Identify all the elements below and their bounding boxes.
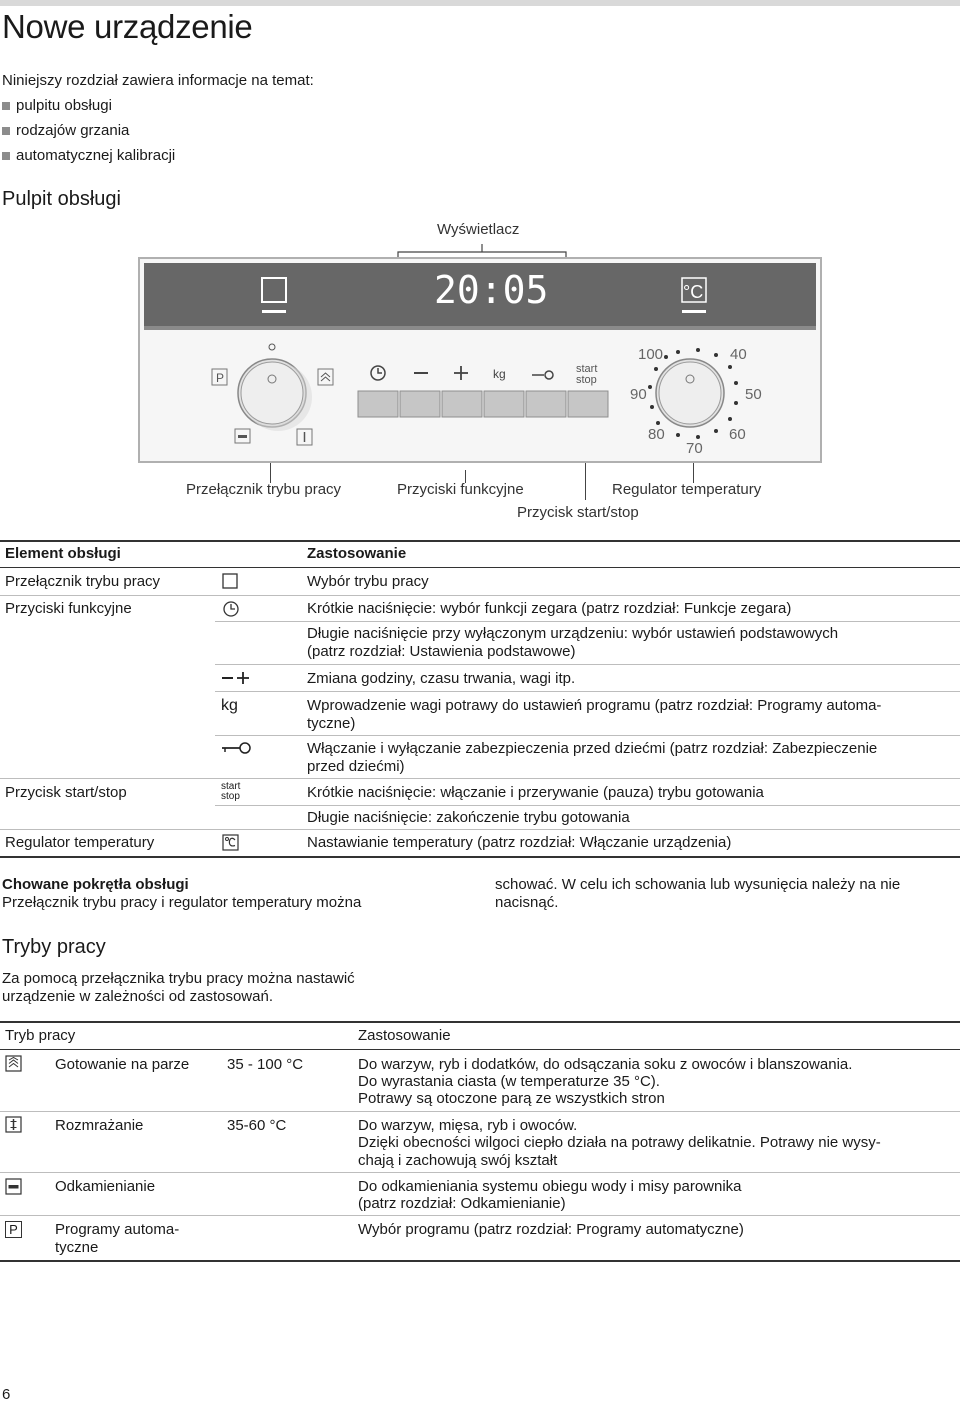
callout-temp-regulator: Regulator temperatury	[612, 481, 762, 498]
callout-line-startstop	[585, 463, 586, 500]
svg-text:kg: kg	[493, 367, 506, 381]
column-header-element: Element obsługi	[5, 545, 121, 562]
table-cell-use: tyczne)	[307, 715, 356, 732]
table-cell-use: Nastawianie temperatury (patrz rozdział: Włączanie urządzenia)	[307, 834, 732, 851]
callout-line-temp	[693, 463, 694, 483]
svg-text:60: 60	[729, 426, 746, 443]
mode-use: Dzięki obecności wilgoci ciepło działa na potrawy delikatnie. Potrawy nie wysy-	[358, 1134, 881, 1151]
display-callout: Wyświetlacz	[437, 221, 520, 238]
svg-text:°C: °C	[683, 282, 704, 302]
mode-use: Do odkamieniania systemu obiegu wody i misy parownika	[358, 1178, 742, 1195]
mode-name: Rozmrażanie	[55, 1117, 144, 1134]
kg-icon: kg	[221, 697, 238, 714]
svg-text:70: 70	[686, 440, 703, 457]
callout-line-mode	[270, 463, 271, 483]
svg-text:stop: stop	[576, 374, 597, 386]
key-lock-icon	[221, 740, 251, 756]
svg-text:start: start	[576, 363, 598, 375]
svg-text:P: P	[216, 371, 225, 385]
minus-plus-icon	[221, 670, 251, 686]
mode-use: Do warzyw, ryb i dodatków, do odsączania soku z owoców i blanszowania.	[358, 1056, 853, 1073]
control-panel-illustration	[138, 257, 822, 463]
mode-use: Do wyrastania ciasta (w temperaturze 35 °C).	[358, 1073, 660, 1090]
mode-name: Odkamienianie	[55, 1178, 156, 1195]
mode-name: tyczne	[55, 1239, 99, 1256]
mode-use: Wybór programu (patrz rozdział: Programy automatyczne)	[358, 1221, 744, 1238]
note-heading: Chowane pokrętła obsługi	[2, 876, 189, 893]
intro-text: Niniejszy rozdział zawiera informacje na temat:	[2, 72, 314, 89]
note-text-left: Przełącznik trybu pracy i regulator temperatury można	[2, 894, 362, 911]
steam-icon	[5, 1055, 22, 1072]
callout-function-keys: Przyciski funkcyjne	[397, 481, 524, 498]
descale-icon	[5, 1178, 22, 1195]
modes-intro: urządzenie w zależności od zastosowań.	[2, 988, 273, 1005]
mode-name: Gotowanie na parze	[55, 1056, 190, 1073]
note-text-right: nacisnąć.	[495, 894, 559, 911]
table-cell-element: Przyciski funkcyjne	[5, 600, 132, 617]
start-stop-icon: start stop	[221, 781, 241, 802]
svg-text:20:05: 20:05	[434, 268, 549, 312]
square-icon	[222, 573, 238, 589]
table-cell-use: Zmiana godziny, czasu trwania, wagi itp.	[307, 670, 576, 687]
svg-text:40: 40	[730, 346, 747, 363]
svg-text:50: 50	[745, 386, 762, 403]
page-title: Nowe urządzenie	[2, 8, 253, 45]
table-cell-element: Przełącznik trybu pracy	[5, 573, 161, 590]
callout-start-stop: Przycisk start/stop	[517, 504, 639, 521]
table-cell-use: przed dziećmi)	[307, 758, 405, 775]
svg-text:90: 90	[630, 386, 647, 403]
table-cell-use: Krótkie naciśnięcie: wybór funkcji zegara (patrz rozdział: Funkcje zegara)	[307, 600, 792, 617]
intro-bullet: rodzajów grzania	[2, 118, 314, 143]
table-cell-use: Długie naciśnięcie przy wyłączonym urządzeniu: wybór ustawień podstawowych	[307, 625, 839, 642]
program-p-icon: P	[5, 1221, 22, 1238]
top-rule	[0, 0, 960, 6]
table-cell-use: Wybór trybu pracy	[307, 573, 429, 590]
celsius-icon	[222, 834, 239, 851]
column-header-use: Zastosowanie	[307, 545, 407, 562]
mode-name: Programy automa-	[55, 1221, 180, 1238]
mode-use: Do warzyw, mięsa, ryb i owoców.	[358, 1117, 578, 1134]
table-cell-element: Regulator temperatury	[5, 834, 155, 851]
mode-temp: 35-60 °C	[227, 1117, 287, 1134]
mode-temp: 35 - 100 °C	[227, 1056, 304, 1073]
note-text-right: schować. W celu ich schowania lub wysunięcia należy na nie	[495, 876, 901, 893]
section-heading-modes: Tryby pracy	[2, 936, 106, 958]
page-number: 6	[2, 1386, 11, 1403]
table-cell-use: Wprowadzenie wagi potrawy do ustawień programu (patrz rozdział: Programy automa-	[307, 697, 882, 714]
mode-use: Potrawy są otoczone parą ze wszystkich stron	[358, 1090, 665, 1107]
table-cell-use: Włączanie i wyłączanie zabezpieczenia przed dziećmi (patrz rozdział: Zabezpieczenie	[307, 740, 878, 757]
svg-text:80: 80	[648, 426, 665, 443]
mode-use: chają i zachowują swój kształt	[358, 1152, 558, 1169]
callout-mode-selector: Przełącznik trybu pracy	[186, 481, 342, 498]
defrost-icon	[5, 1116, 22, 1133]
intro-bullet: pulpitu obsługi	[2, 93, 314, 118]
column-header-use: Zastosowanie	[358, 1027, 451, 1044]
svg-text:100: 100	[638, 346, 664, 363]
table-cell-element: Przycisk start/stop	[5, 784, 127, 801]
modes-intro: Za pomocą przełącznika trybu pracy można nastawić	[2, 970, 355, 987]
intro-bullet: automatycznej kalibracji	[2, 143, 314, 168]
table-cell-use: Krótkie naciśnięcie: włączanie i przerywanie (pauza) trybu gotowania	[307, 784, 764, 801]
table-cell-use: Długie naciśnięcie: zakończenie trybu gotowania	[307, 809, 630, 826]
intro-block	[2, 68, 314, 168]
clock-icon	[222, 600, 240, 618]
column-header-mode: Tryb pracy	[5, 1027, 76, 1044]
section-heading-panel: Pulpit obsługi	[2, 188, 121, 210]
table-cell-use: (patrz rozdział: Ustawienia podstawowe)	[307, 643, 576, 660]
mode-use: (patrz rozdział: Odkamienianie)	[358, 1195, 566, 1212]
table-rule	[0, 540, 960, 542]
